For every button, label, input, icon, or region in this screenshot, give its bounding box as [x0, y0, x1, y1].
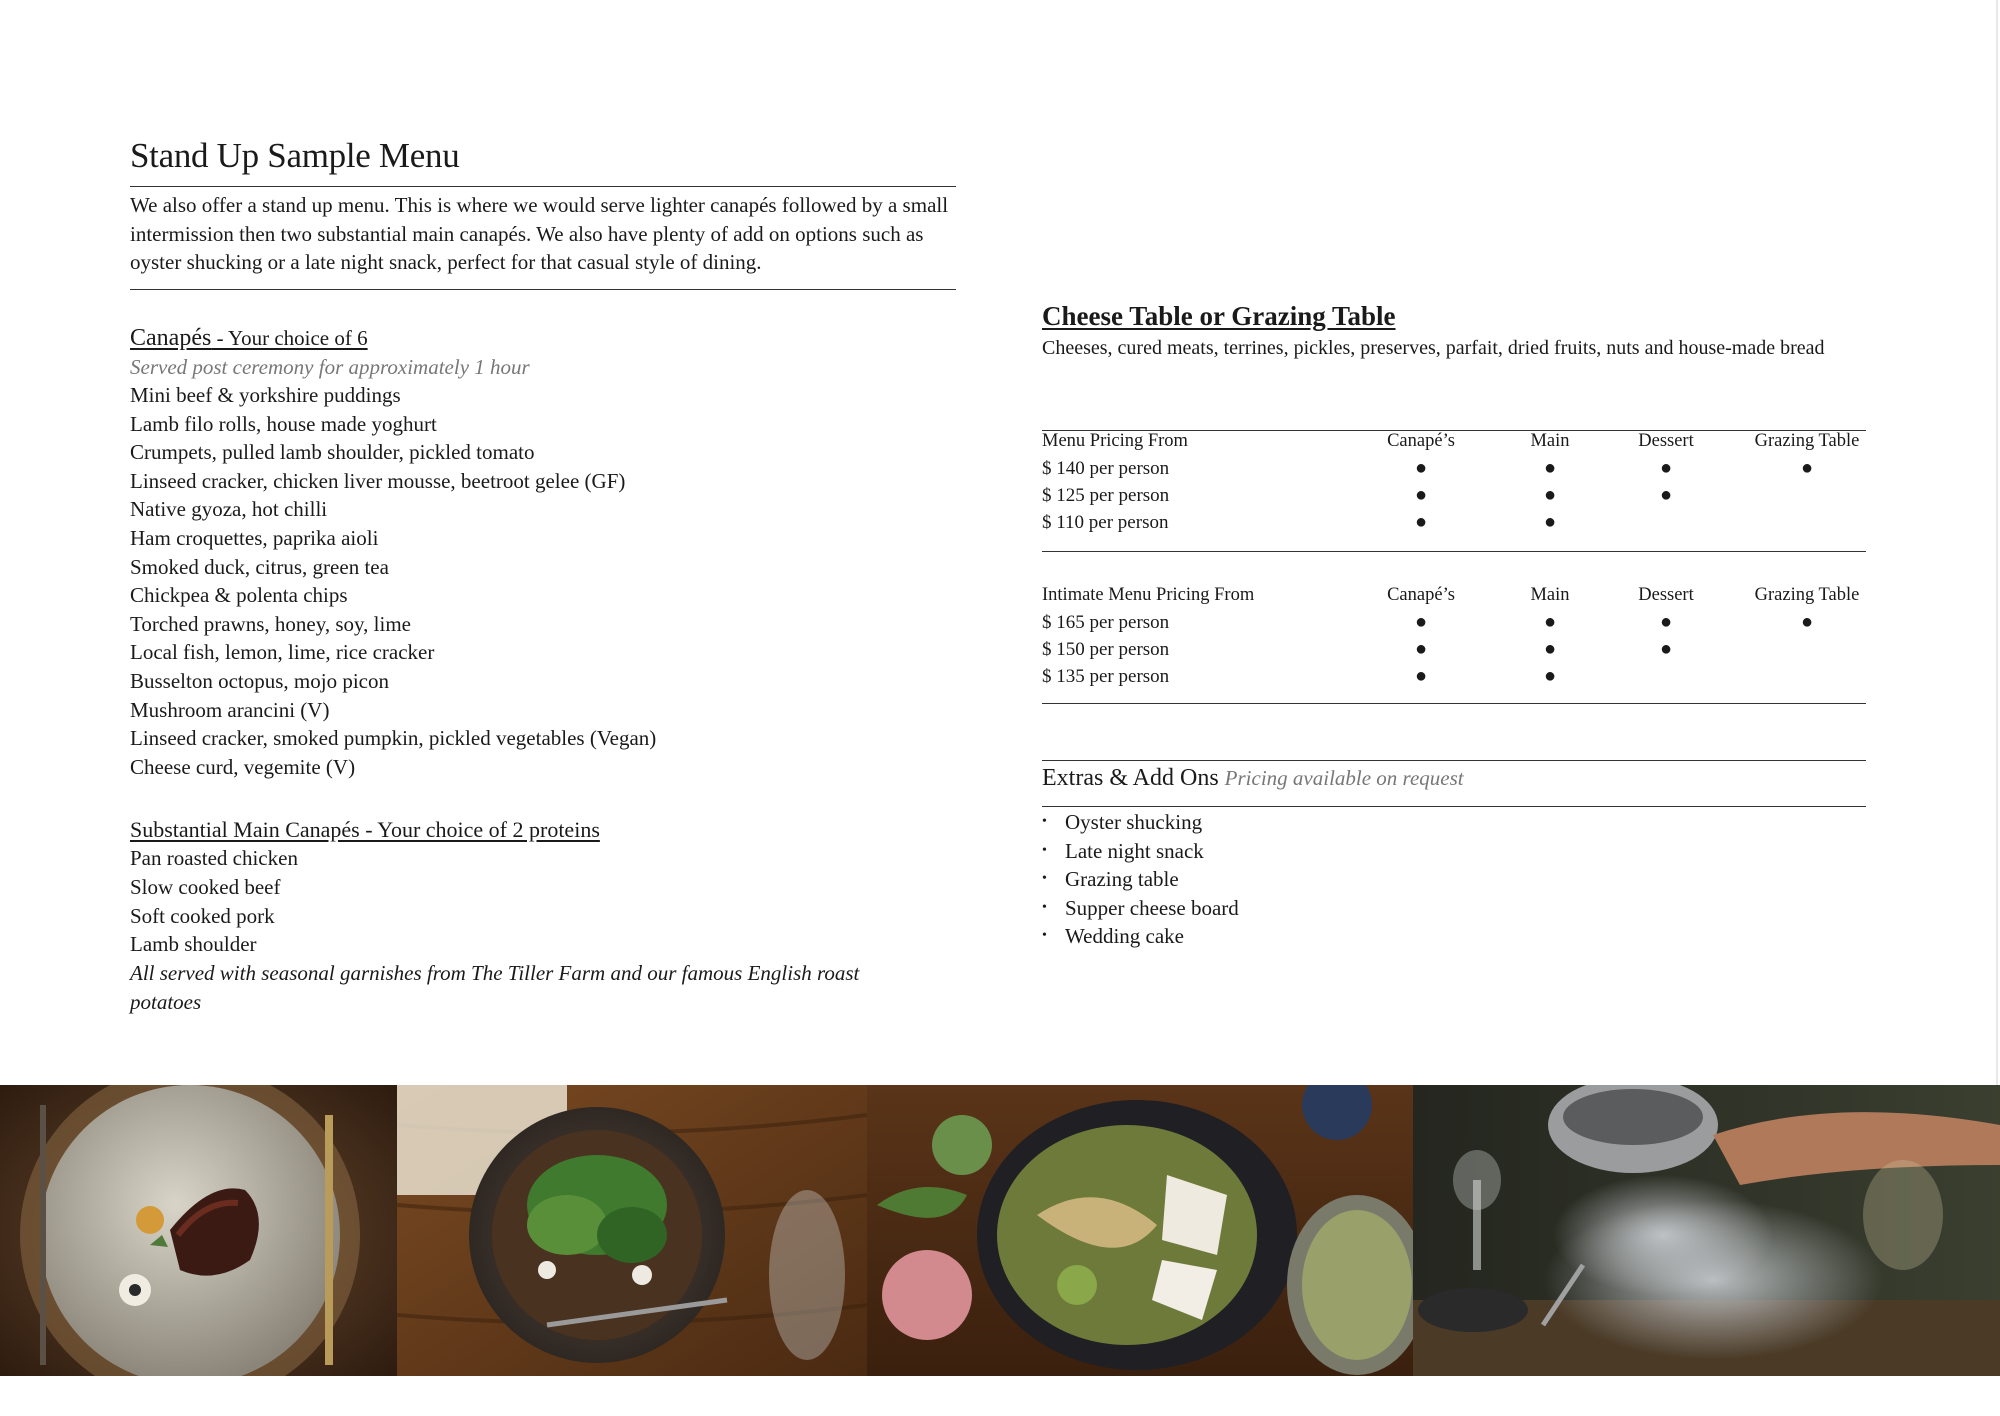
- included-dot: ●: [1659, 484, 1673, 506]
- list-item: Mini beef & yorkshire puddings: [130, 383, 401, 407]
- pricing-label: Intimate Menu Pricing From: [1042, 585, 1255, 605]
- list-item: Cheese curd, vegemite (V): [130, 754, 356, 779]
- intro-paragraph: We also offer a stand up menu. This is where we would serve lighter canapés followed by a small intermission then two substantial main canapés. We also have plenty of add on options such as oyster shucking or a late night snack, perfect for that casual style of dining.: [130, 193, 949, 274]
- price-cell: $ 125 per person: [1042, 485, 1170, 506]
- included-dot: ●: [1414, 665, 1428, 687]
- pricing-header-row: [1042, 428, 1866, 455]
- included-dot: ●: [1414, 638, 1428, 660]
- noodle-salad-platter-photo: [867, 1085, 1413, 1376]
- list-item: • Grazing table: [1042, 865, 1866, 894]
- included-dot: ●: [1414, 611, 1428, 633]
- list-item: Linseed cracker, smoked pumpkin, pickled vegetables (Vegan): [130, 726, 657, 751]
- list-item: Lamb shoulder: [130, 932, 257, 957]
- list-item: Busselton octopus, mojo picon: [130, 668, 389, 693]
- list-item: • Late night snack: [1042, 837, 1866, 866]
- bullet-icon: •: [1042, 814, 1047, 829]
- included-dot: ●: [1414, 457, 1428, 479]
- smoking-pot-chef-photo: [1413, 1085, 2000, 1376]
- price-cell: $ 140 per person: [1042, 458, 1170, 479]
- included-dot: ●: [1659, 638, 1673, 660]
- bullet-icon: •: [1042, 899, 1047, 915]
- bullet-icon: •: [1042, 928, 1047, 943]
- pricing-table-intimate: [1042, 582, 1866, 690]
- extras-list: [1042, 808, 1866, 951]
- extras-heading: Extras & Add Ons Pricing available on request: [1042, 765, 1464, 791]
- col-header-grazing: Grazing Table: [1754, 431, 1860, 451]
- included-dot: ●: [1659, 611, 1673, 633]
- included-dot: ●: [1543, 511, 1557, 533]
- mains-heading: Substantial Main Canapés - Your choice of 2 proteins: [130, 817, 600, 843]
- pricing-table-standard: [1042, 428, 1866, 536]
- left-column: [130, 130, 956, 1017]
- price-cell: $ 165 per person: [1042, 612, 1170, 633]
- included-dot: ●: [1543, 638, 1557, 660]
- table-row: [1042, 509, 1866, 536]
- table-row: [1042, 455, 1866, 482]
- list-item: Crumpets, pulled lamb shoulder, pickled tomato: [130, 440, 535, 465]
- list-item: Native gyoza, hot chilli: [130, 497, 328, 522]
- cheese-heading: Cheese Table or Grazing Table: [1042, 301, 1396, 331]
- canapes-list: [130, 381, 956, 781]
- page-edge: [1996, 0, 1998, 1085]
- plated-beef-dish-photo: [0, 1085, 397, 1376]
- extras-note: Pricing available on request: [1224, 766, 1464, 790]
- pricing-bottom-rule: [1042, 703, 1866, 704]
- canapes-note: Served post ceremony for approximately 1 hour: [130, 354, 530, 379]
- col-header-main: Main: [1530, 431, 1570, 451]
- price-cell: $ 135 per person: [1042, 666, 1170, 687]
- pricing-mid-rule: [1042, 551, 1866, 552]
- list-item: Torched prawns, honey, soy, lime: [130, 611, 411, 636]
- col-header-dessert: Dessert: [1638, 431, 1694, 451]
- canapes-heading: Canapés - Your choice of 6: [130, 324, 368, 351]
- table-row: [1042, 482, 1866, 509]
- cheese-section: [1042, 298, 1866, 362]
- list-item: Lamb filo rolls, house made yoghurt: [130, 411, 437, 436]
- list-item: Chickpea & polenta chips: [130, 583, 348, 608]
- list-item: Slow cooked beef: [130, 874, 281, 899]
- included-dot: ●: [1414, 484, 1428, 506]
- included-dot: ●: [1659, 457, 1673, 479]
- list-item: Smoked duck, citrus, green tea: [130, 554, 389, 579]
- table-row: [1042, 663, 1866, 690]
- pricing-header-row: [1042, 582, 1866, 609]
- included-dot: ●: [1543, 665, 1557, 687]
- included-dot: ●: [1543, 611, 1557, 633]
- list-item: Pan roasted chicken: [130, 846, 298, 871]
- extras-section: [1042, 761, 1866, 795]
- pricing-label: Menu Pricing From: [1042, 431, 1188, 451]
- cheese-description: Cheeses, cured meats, terrines, pickles, preserves, parfait, dried fruits, nuts and house-made bread: [1042, 337, 1825, 359]
- included-dot: ●: [1414, 511, 1428, 533]
- list-item: • Wedding cake: [1042, 922, 1866, 951]
- title-divider: [130, 186, 956, 187]
- col-header-dessert: Dessert: [1638, 585, 1694, 605]
- table-row: [1042, 636, 1866, 663]
- bullet-icon: •: [1042, 871, 1047, 886]
- list-item: Local fish, lemon, lime, rice cracker: [130, 640, 435, 665]
- included-dot: ●: [1543, 457, 1557, 479]
- included-dot: ●: [1800, 457, 1814, 479]
- list-item: Ham croquettes, paprika aioli: [130, 525, 379, 550]
- price-cell: $ 110 per person: [1042, 512, 1169, 533]
- table-row: [1042, 609, 1866, 636]
- photo-strip: [0, 1085, 2000, 1376]
- extras-bottom-rule: [1042, 806, 1866, 807]
- list-item: • Oyster shucking: [1042, 808, 1866, 837]
- price-cell: $ 150 per person: [1042, 639, 1170, 660]
- included-dot: ●: [1543, 484, 1557, 506]
- herb-salad-bowl-photo: [397, 1085, 867, 1376]
- page-title: Stand Up Sample Menu: [130, 136, 460, 175]
- mains-note: All served with seasonal garnishes from The Tiller Farm and our famous English roast potatoes: [130, 960, 860, 1014]
- mains-list: [130, 844, 956, 958]
- bullet-icon: •: [1042, 842, 1047, 858]
- list-item: • Supper cheese board: [1042, 894, 1866, 923]
- col-header-canape: Canapé’s: [1387, 431, 1455, 451]
- included-dot: ●: [1800, 611, 1814, 633]
- col-header-canape: Canapé’s: [1387, 585, 1455, 605]
- list-item: Mushroom arancini (V): [130, 697, 330, 722]
- col-header-main: Main: [1530, 585, 1570, 605]
- col-header-grazing: Grazing Table: [1754, 585, 1860, 605]
- list-item: Linseed cracker, chicken liver mousse, beetroot gelee (GF): [130, 468, 626, 493]
- list-item: Soft cooked pork: [130, 903, 275, 928]
